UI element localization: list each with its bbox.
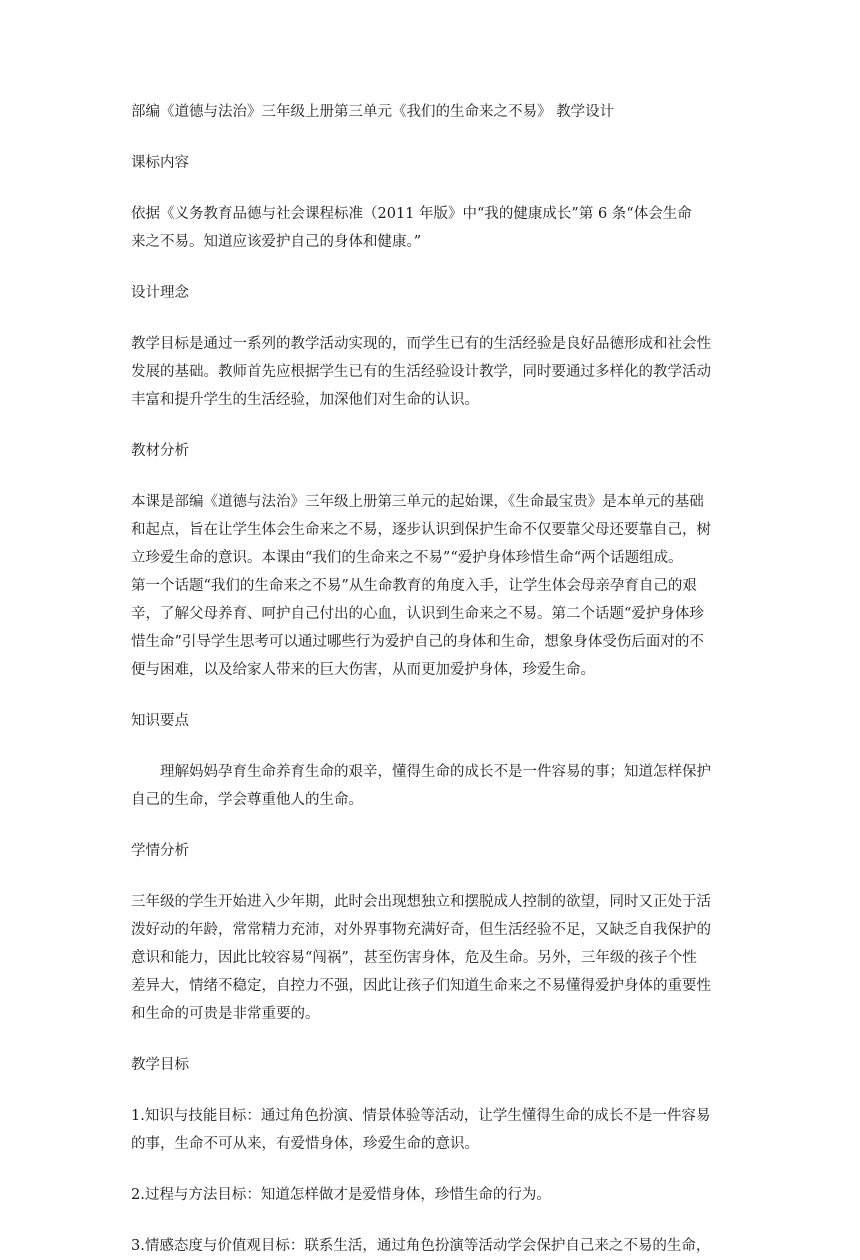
- text-line: 差异大，情绪不稳定，自控力不强，因此让孩子们知道生命来之不易懂得爱护身体的重要性: [131, 978, 711, 994]
- document-page: [131, 98, 731, 1260]
- text-line: 的事，生命不可从来，有爱惜身体，珍爱生命的意识。: [131, 1136, 479, 1152]
- section-body-curriculum: [131, 200, 731, 256]
- text-line: 便与困难，以及给家人带来的巨大伤害，从而更加爱护身体，珍爱生命。: [131, 662, 595, 678]
- text-line: 来之不易。知道应该爱护自己的身体和健康。”: [131, 234, 422, 250]
- goal-item-1: [131, 1102, 731, 1158]
- section-body-textbook-analysis: [131, 488, 731, 684]
- text-line: 泼好动的年龄，常常精力充沛，对外界事物充满好奇，但生活经验不足，又缺乏自我保护的: [131, 922, 711, 938]
- section-heading-design-concept: 设计理念: [131, 285, 189, 301]
- text-line: 自己的生命，学会尊重他人的生命。: [131, 792, 363, 808]
- text-line: 依据《义务教育品德与社会课程标准（2011 年版》中“我的健康成长”第 6 条“体会生命: [131, 206, 692, 222]
- document-title: 部编《道德与法治》三年级上册第三单元《我们的生命来之不易》 教学设计: [131, 104, 615, 120]
- text-line: 和起点，旨在让学生体会生命来之不易，逐步认识到保护生命不仅要靠父母还要靠自己，树: [131, 522, 711, 538]
- section-body-key-points: [131, 758, 731, 814]
- text-line: 三年级的学生开始进入少年期，此时会出现想独立和摆脱成人控制的欲望，同时又正处于活: [131, 894, 711, 910]
- text-line: 立珍爱生命的意识。本课由“我们的生命来之不易”“爱护身体珍惜生命“两个话题组成。: [131, 550, 683, 566]
- text-line: 3.情感态度与价值观目标：联系生活，通过角色扮演等活动学会保护自己来之不易的生命，: [131, 1238, 711, 1254]
- text-line: 发展的基础。教师首先应根据学生已有的生活经验设计教学，同时要通过多样化的教学活动: [131, 364, 711, 380]
- text-line: 丰富和提升学生的生活经验，加深他们对生命的认识。: [131, 392, 479, 408]
- text-line: 1.知识与技能目标：通过角色扮演、情景体验等活动，让学生懂得生命的成长不是一件容易: [131, 1108, 711, 1124]
- section-heading-curriculum: 课标内容: [131, 155, 189, 171]
- text-line: 和生命的可贵是非常重要的。: [131, 1006, 320, 1022]
- text-line: 第一个话题“我们的生命来之不易”从生命教育的角度入手，让学生体会母亲孕育自己的艰: [131, 578, 697, 594]
- text-line: 2.过程与方法目标：知道怎样做才是爱惜身体，珍惜生命的行为。: [131, 1187, 551, 1203]
- goal-item-2: [131, 1181, 731, 1209]
- section-heading-learner-analysis: 学情分析: [131, 843, 189, 859]
- text-line: 辛，了解父母养育、呵护自己付出的心血，认识到生命来之不易。第二个话题“爱护身体珍: [131, 606, 704, 622]
- section-heading-key-points: 知识要点: [131, 713, 189, 729]
- goal-item-3: [131, 1232, 731, 1260]
- section-body-design-concept: [131, 330, 731, 414]
- section-body-learner-analysis: [131, 888, 731, 1028]
- section-heading-teaching-goals: 教学目标: [131, 1057, 189, 1073]
- section-heading-textbook-analysis: 教材分析: [131, 443, 189, 459]
- text-line: 本课是部编《道德与法治》三年级上册第三单元的起始课，《生命最宝贵》是本单元的基础: [131, 494, 704, 510]
- text-line: 惜生命”引导学生思考可以通过哪些行为爱护自己的身体和生命，想象身体受伤后面对的不: [131, 634, 704, 650]
- text-line: 教学目标是通过一系列的教学活动实现的，而学生已有的生活经验是良好品德形成和社会性: [131, 336, 711, 352]
- text-line: 理解妈妈孕育生命养育生命的艰辛，懂得生命的成长不是一件容易的事；知道怎样保护: [160, 764, 711, 780]
- text-line: 意识和能力，因此比较容易“闯祸”，甚至伤害身体，危及生命。另外，三年级的孩子个性: [131, 950, 697, 966]
